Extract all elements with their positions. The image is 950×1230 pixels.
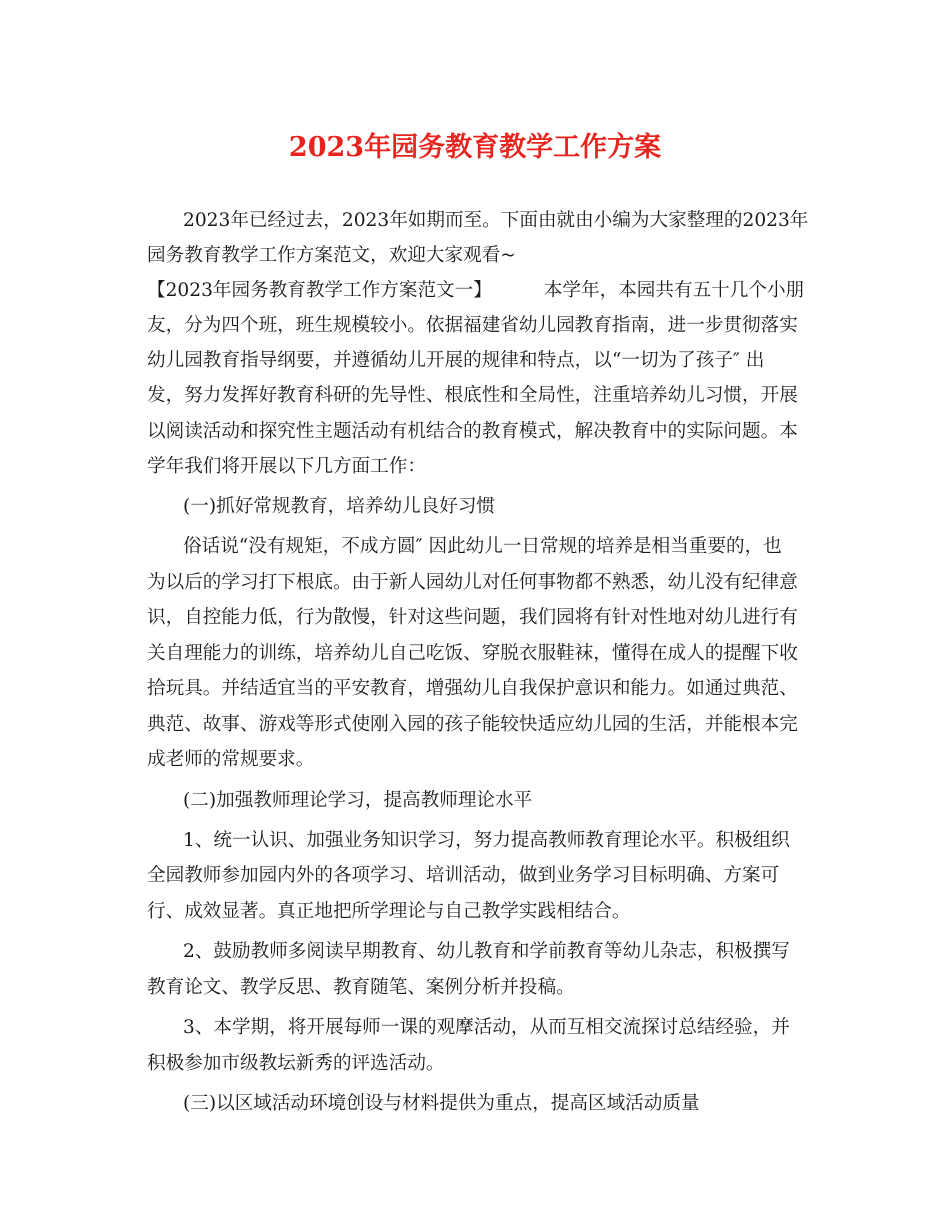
intro-line: 2023年已经过去，2023年如期而至。下面由就由小编为大家整理的2023年 bbox=[183, 210, 809, 231]
body-line: 成老师的常规要求。 bbox=[147, 749, 315, 770]
body-line: 友，分为四个班，班生规模较小。依据福建省幼儿园教育指南，进一步贯彻落实 bbox=[147, 315, 798, 336]
body-line: 教育论文、教学反思、教育随笔、案例分析并投稿。 bbox=[147, 977, 575, 998]
body-line: 1、统一认识、加强业务知识学习，努力提高教师教育理论水平。积极组织 bbox=[183, 830, 790, 851]
subheading: (三)以区域活动环境创设与材料提供为重点，提高区域活动质量 bbox=[183, 1093, 700, 1114]
subheading: (二)加强教师理论学习，提高教师理论水平 bbox=[183, 790, 533, 811]
subheading: (一)抓好常规教育，培养幼儿良好习惯 bbox=[183, 496, 496, 517]
body-line: 本学年，本园共有五十几个小朋 bbox=[543, 280, 805, 301]
body-line: 发，努力发挥好教育科研的先导性、根底性和全局性，注重培养幼儿习惯，开展 bbox=[147, 385, 798, 406]
body-line: 识，自控能力低，行为散慢，针对这些问题，我们园将有针对性地对幼儿进行有 bbox=[147, 607, 798, 628]
body-line: 典范、故事、游戏等形式使刚入园的孩子能较快适应幼儿园的生活，并能根本完 bbox=[147, 714, 798, 735]
body-line: 关自理能力的训练，培养幼儿自己吃饭、穿脱衣服鞋袜，懂得在成人的提醒下收 bbox=[147, 643, 798, 664]
body-line: 2、鼓励教师多阅读早期教育、幼儿教育和学前教育等幼儿杂志，积极撰写 bbox=[183, 941, 790, 962]
body-line: 幼儿园教育指导纲要，并遵循幼儿开展的规律和特点，以“一切为了孩子″ 出 bbox=[147, 350, 765, 371]
section-heading-line bbox=[147, 276, 804, 306]
body-line: 3、本学期，将开展每师一课的观摩活动，从而互相交流探讨总结经验，并 bbox=[183, 1017, 790, 1038]
body-line: 俗话说“没有规矩，不成方圆″ 因此幼儿一日常规的培养是相当重要的，也 bbox=[183, 536, 782, 557]
body-line: 拾玩具。并结适宜当的平安教育，增强幼儿自我保护意识和能力。如通过典范、 bbox=[147, 678, 798, 699]
body-line: 积极参加市级教坛新秀的评选活动。 bbox=[147, 1053, 445, 1074]
document-title: 2023年园务教育教学工作方案 bbox=[288, 132, 662, 163]
body-line: 以阅读活动和探究性主题活动有机结合的教育模式，解决教育中的实际问题。本 bbox=[147, 421, 798, 442]
body-line: 全园教师参加园内外的各项学习、培训活动，做到业务学习目标明确、方案可 bbox=[147, 865, 780, 886]
section-heading: 【2023年园务教育教学工作方案范文一】 bbox=[147, 280, 492, 301]
body-line: 学年我们将开展以下几方面工作： bbox=[147, 456, 426, 477]
body-line: 为以后的学习打下根底。由于新人园幼儿对任何事物都不熟悉，幼儿没有纪律意 bbox=[147, 572, 798, 593]
intro-line: 园务教育教学工作方案范文，欢迎大家观看~ bbox=[147, 245, 516, 266]
body-line: 行、成效显著。真正地把所学理论与自己教学实践相结合。 bbox=[147, 901, 631, 922]
